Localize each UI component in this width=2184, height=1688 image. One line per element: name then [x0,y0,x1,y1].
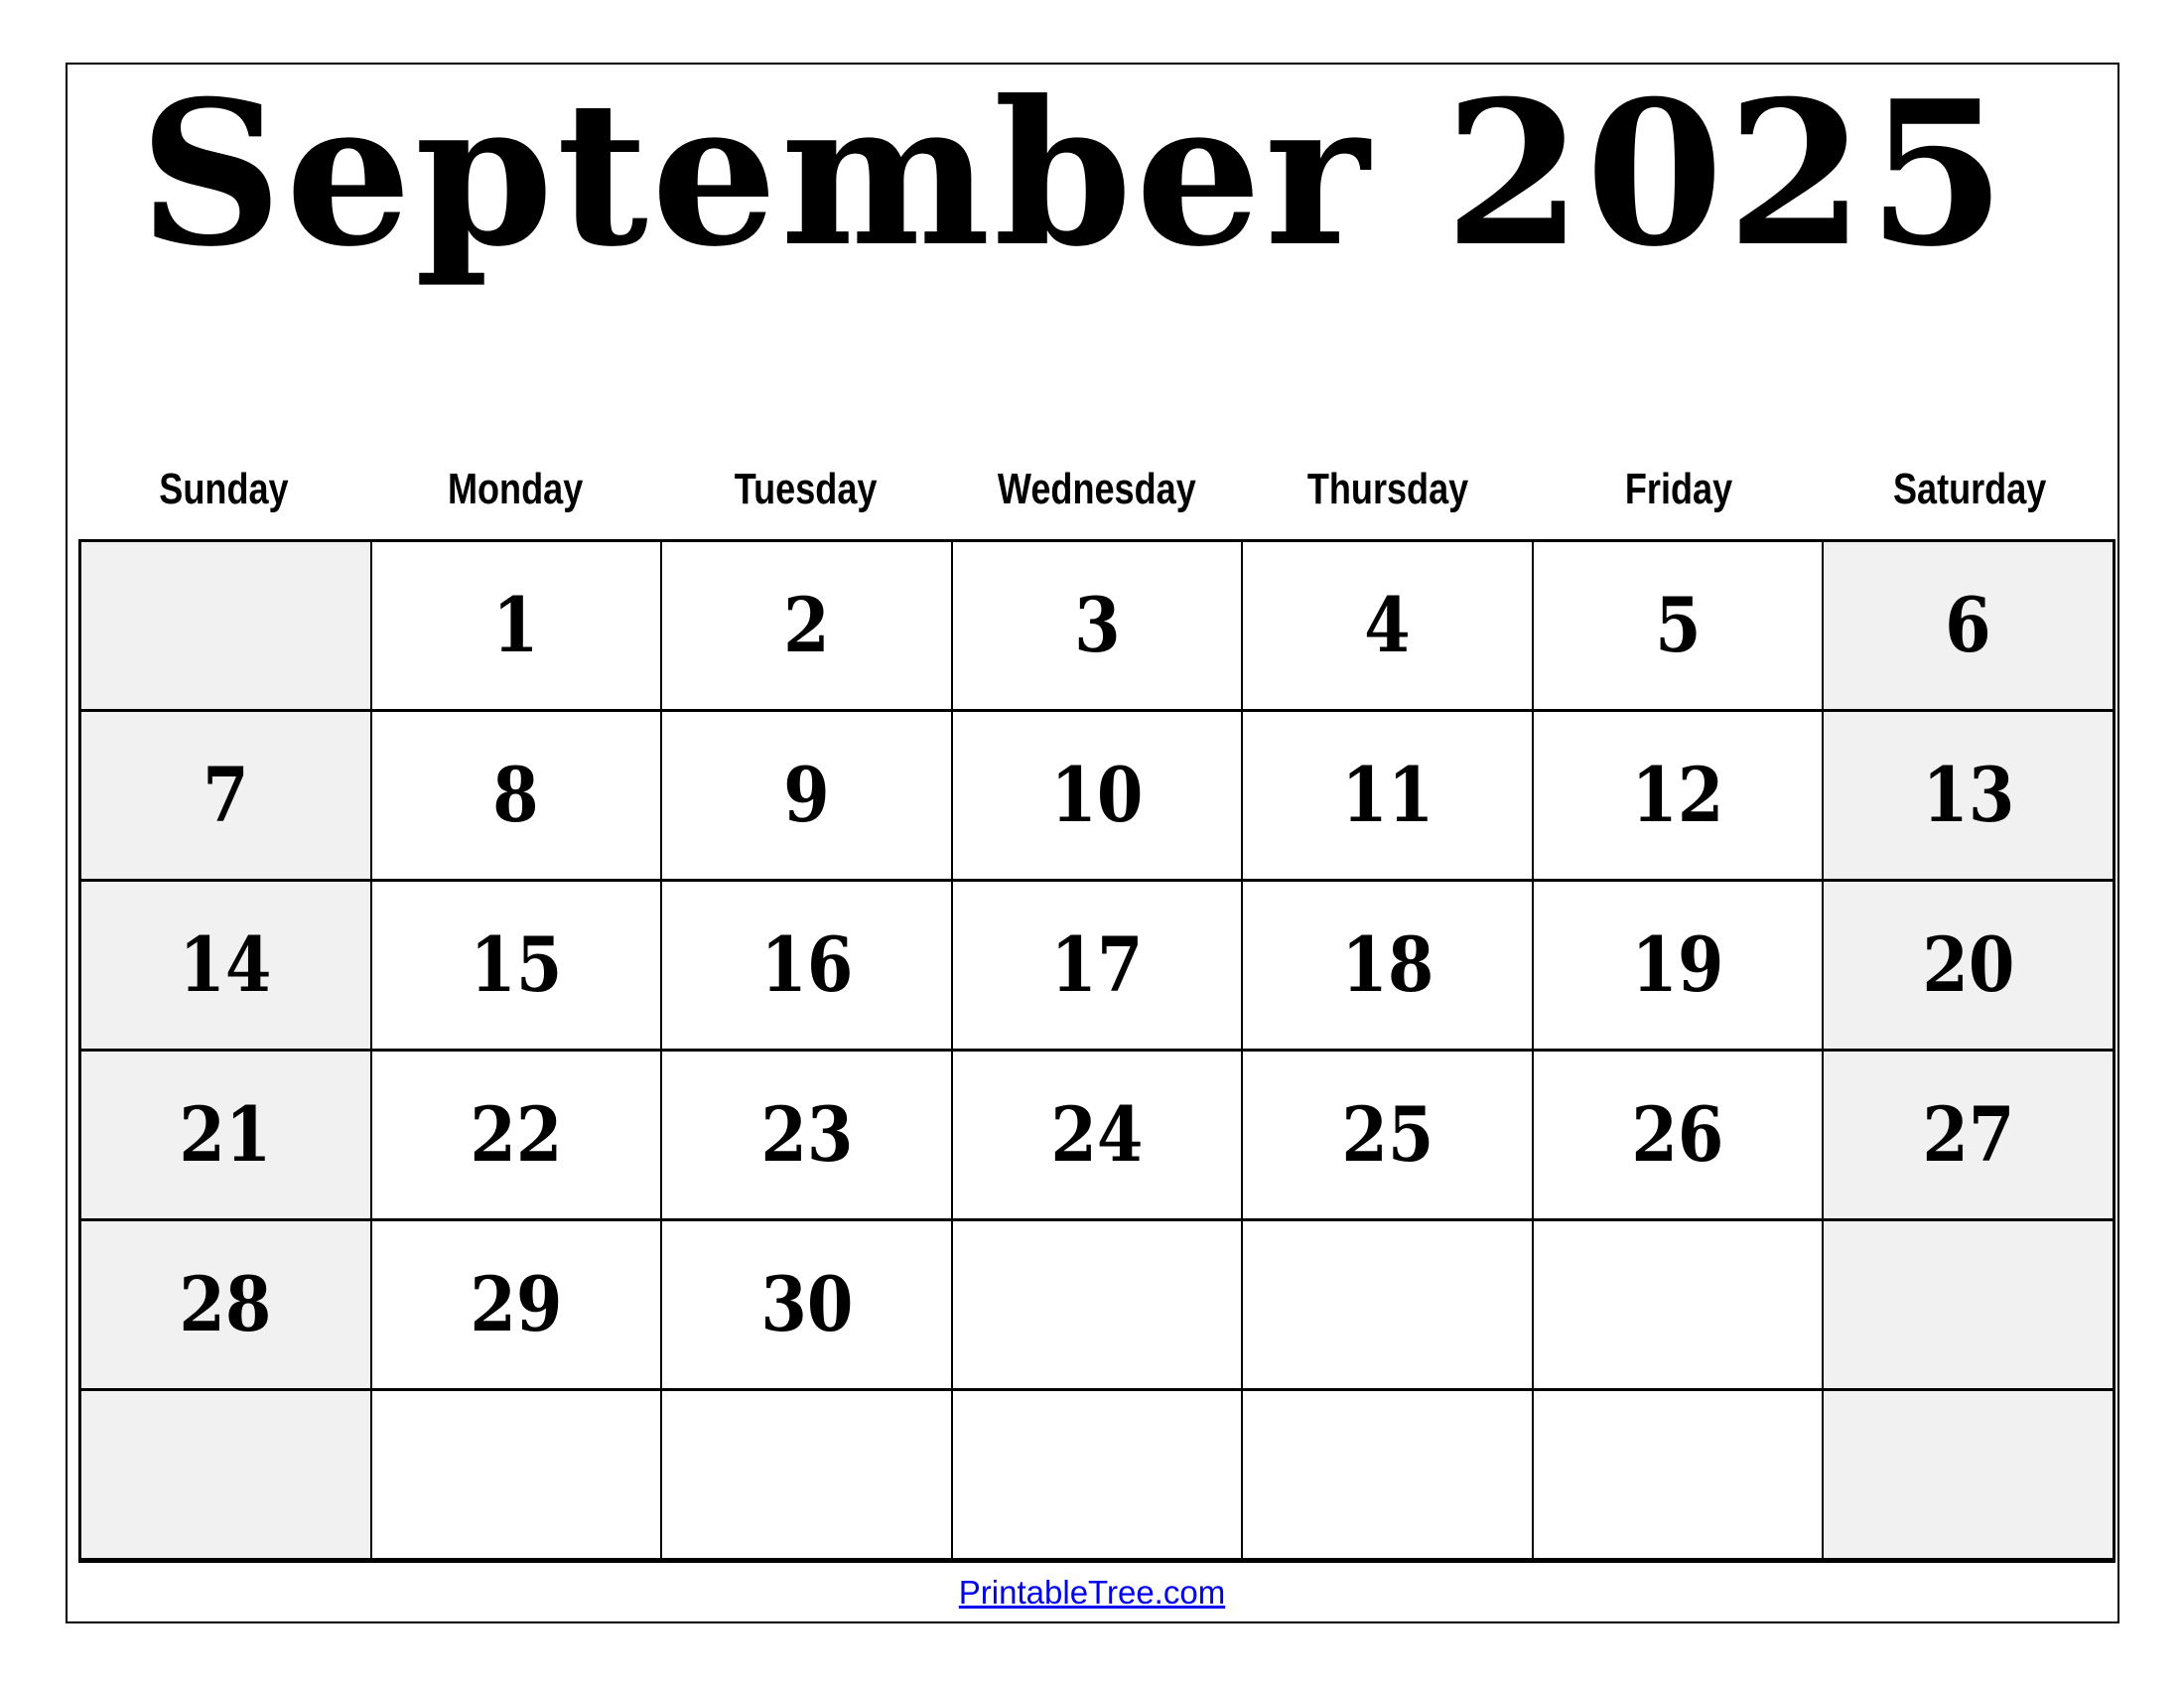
day-cell [1824,542,2113,709]
day-cell [1824,1052,2113,1218]
weekday-label-monday: Monday [447,465,583,513]
day-cell [372,542,661,709]
empty-day-cell [1534,1221,1823,1388]
day-number: 8 [492,751,540,839]
day-cell [1243,1052,1532,1218]
day-number: 15 [470,920,563,1009]
day-cell [1243,882,1532,1049]
empty-day-cell [953,1221,1242,1388]
day-cell [1534,712,1823,879]
weekday-label-friday: Friday [1625,465,1733,513]
day-number: 21 [179,1090,272,1179]
day-number: 23 [759,1090,853,1179]
day-number: 9 [783,751,830,839]
day-cell [372,1052,661,1218]
day-number: 6 [1945,581,1991,669]
weekday-label-sunday: Sunday [159,465,289,513]
day-number: 4 [1364,581,1411,669]
day-number: 24 [1050,1090,1144,1179]
day-number: 5 [1654,581,1702,669]
empty-day-cell [1824,1221,2113,1388]
day-number: 28 [179,1260,272,1348]
day-cell [1534,1052,1823,1218]
empty-day-cell [662,1391,951,1558]
month-title: September 2025 [139,58,2009,291]
day-number: 14 [179,920,272,1009]
footer-link[interactable]: PrintableTree.com [958,1574,1226,1611]
day-number: 19 [1631,920,1724,1009]
day-number: 7 [203,751,249,839]
day-number: 20 [1922,920,2015,1009]
day-cell [1534,882,1823,1049]
day-number: 27 [1922,1090,2015,1179]
weekday-header-row [78,459,2116,520]
day-number: 3 [1073,581,1121,669]
day-cell [1534,542,1823,709]
empty-day-cell [81,542,370,709]
day-cell [662,1052,951,1218]
day-number: 26 [1631,1090,1724,1179]
empty-day-cell [1824,1391,2113,1558]
day-cell [662,882,951,1049]
day-number: 10 [1050,751,1144,839]
day-cell [81,1052,370,1218]
empty-day-cell [953,1391,1242,1558]
empty-day-cell [81,1391,370,1558]
calendar-grid [78,539,2116,1563]
day-number: 12 [1631,751,1724,839]
day-cell [81,882,370,1049]
day-cell [81,1221,370,1388]
day-cell [1243,542,1532,709]
day-cell [662,1221,951,1388]
day-cell [1824,882,2113,1049]
day-number: 11 [1341,751,1434,839]
day-cell [1243,712,1532,879]
day-cell [372,882,661,1049]
weekday-label-wednesday: Wednesday [998,465,1196,513]
weekday-label-saturday: Saturday [1893,465,2047,513]
day-cell [953,1052,1242,1218]
weekday-label-tuesday: Tuesday [734,465,878,513]
day-cell [1824,712,2113,879]
day-number: 1 [492,581,540,669]
weekday-label-thursday: Thursday [1306,465,1469,513]
day-cell [662,542,951,709]
footer [0,1574,2184,1612]
day-number: 29 [470,1260,563,1348]
day-cell [81,712,370,879]
day-number: 2 [783,581,830,669]
day-number: 25 [1341,1090,1434,1179]
day-number: 30 [759,1260,853,1348]
day-cell [372,712,661,879]
day-number: 22 [470,1090,563,1179]
empty-day-cell [1243,1221,1532,1388]
empty-day-cell [372,1391,661,1558]
day-cell [953,542,1242,709]
day-cell [953,712,1242,879]
day-cell [372,1221,661,1388]
day-cell [953,882,1242,1049]
day-cell [662,712,951,879]
empty-day-cell [1534,1391,1823,1558]
day-number: 13 [1922,751,2015,839]
day-number: 16 [759,920,853,1009]
day-number: 17 [1050,920,1144,1009]
day-number: 18 [1341,920,1434,1009]
empty-day-cell [1243,1391,1532,1558]
